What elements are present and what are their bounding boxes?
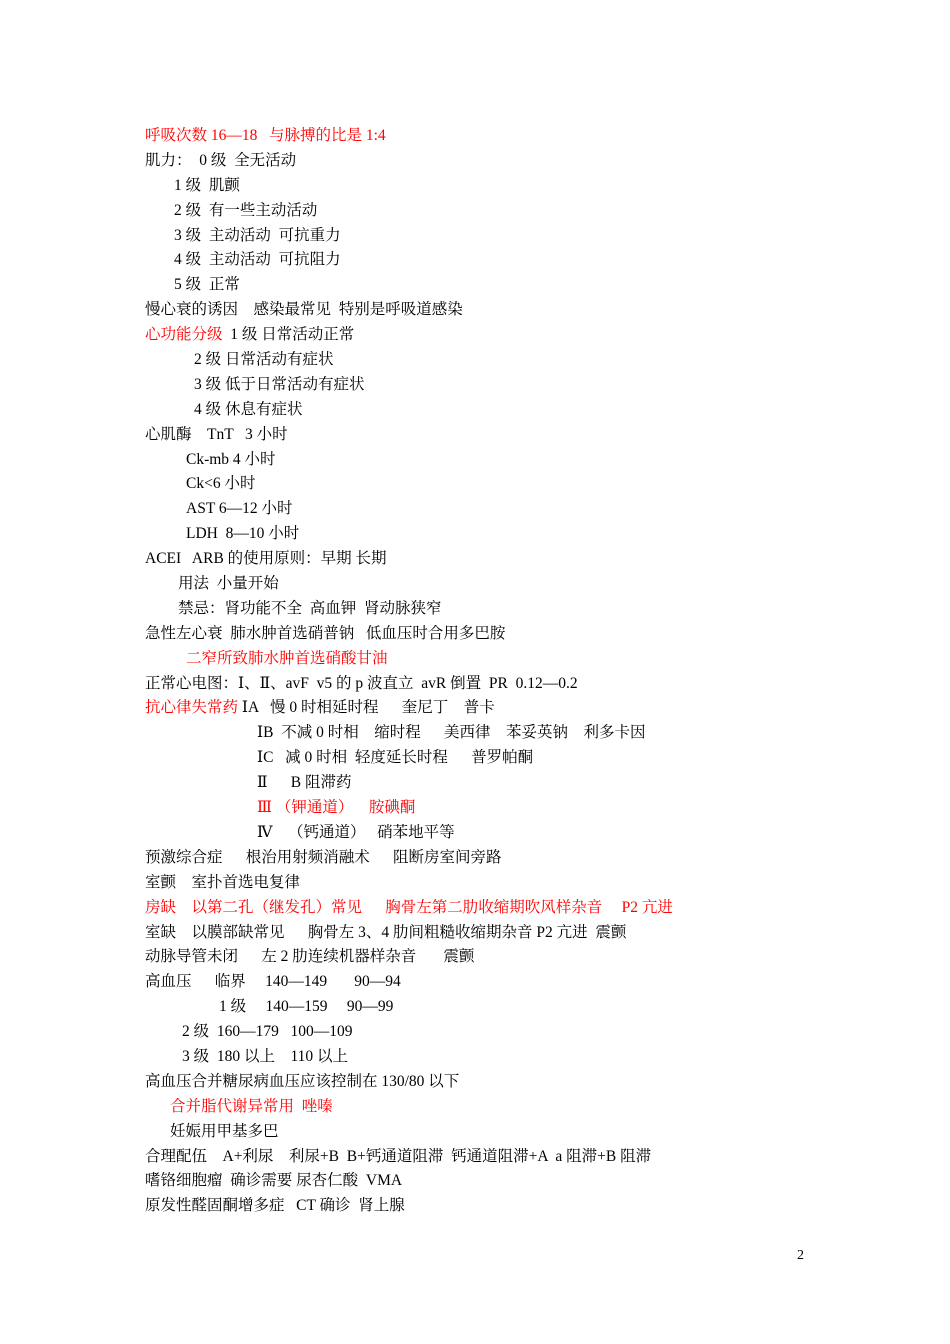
text-line <box>145 921 845 946</box>
text-line <box>145 995 845 1020</box>
text-line <box>145 323 845 348</box>
text-line <box>145 647 845 672</box>
line-text: 嗜铬细胞瘤 确诊需要 尿杏仁酸 VMA <box>145 1172 403 1190</box>
text-line <box>145 1120 845 1145</box>
line-text: 高血压合并糖尿病血压应该控制在 130/80 以下 <box>145 1072 460 1090</box>
text-line <box>145 124 845 149</box>
line-text: ⅠA 慢 0 时相延时程 奎尼丁 普卡 <box>238 699 495 717</box>
text-line <box>145 1194 845 1219</box>
text-line <box>145 497 845 522</box>
line-text: 肌力： 0 级 全无活动 <box>145 151 297 169</box>
highlighted-text: 房缺 以第二孔（继发孔）常见 胸骨左第二肋收缩期吹风样杂音 P2 亢进 <box>145 898 673 916</box>
highlighted-text: 合并脂代谢异常用 唑嗪 <box>170 1097 333 1115</box>
text-line <box>145 821 845 846</box>
text-line <box>145 423 845 448</box>
text-line <box>145 174 845 199</box>
text-line <box>145 298 845 323</box>
line-text: 合理配伍 A+利尿 利尿+B B+钙通道阻滞 钙通道阻滞+A a 阻滞+B 阻滞 <box>145 1147 652 1165</box>
line-text: 心肌酶 TnT 3 小时 <box>145 425 288 443</box>
text-line <box>145 1145 845 1170</box>
line-text: 室缺 以膜部缺常见 胸骨左 3、4 肋间粗糙收缩期杂音 P2 亢进 震颤 <box>145 923 627 941</box>
highlighted-text: 二窄所致肺水肿首选硝酸甘油 <box>186 649 388 667</box>
line-text: 用法 小量开始 <box>178 575 279 593</box>
text-line <box>145 771 845 796</box>
highlighted-text: 心功能分级 <box>145 326 223 344</box>
text-line <box>145 224 845 249</box>
text-line <box>145 622 845 647</box>
line-text: Ck<6 小时 <box>186 475 256 493</box>
text-line <box>145 547 845 572</box>
line-text: 1 级 日常活动正常 <box>222 326 355 344</box>
text-line <box>145 871 845 896</box>
text-line <box>145 696 845 721</box>
text-line <box>145 572 845 597</box>
line-text: LDH 8—10 小时 <box>186 525 300 543</box>
line-text: 高血压 临界 140—149 90—94 <box>145 973 401 991</box>
line-text: 1 级 140—159 90—99 <box>219 998 394 1016</box>
text-line <box>145 373 845 398</box>
highlighted-text: Ⅲ （钾通道） 胺碘酮 <box>257 799 416 817</box>
highlighted-text: 呼吸次数 16—18 与脉搏的比是 1:4 <box>145 127 386 144</box>
text-line <box>145 672 845 697</box>
text-line <box>145 746 845 771</box>
line-text: 3 级 180 以上 110 以上 <box>182 1047 349 1065</box>
page-number: 2 <box>797 1248 804 1263</box>
line-text: 4 级 主动活动 可抗阻力 <box>174 251 341 269</box>
text-line <box>145 1169 845 1194</box>
text-line <box>145 597 845 622</box>
line-text: 2 级 160—179 100—109 <box>182 1023 353 1041</box>
line-text: 预激综合症 根治用射频消融术 阻断房室间旁路 <box>145 848 502 866</box>
text-line <box>145 1070 845 1095</box>
line-text: 室颤 室扑首选电复律 <box>145 873 301 891</box>
text-line <box>145 448 845 473</box>
text-line <box>145 896 845 921</box>
text-line <box>145 398 845 423</box>
text-line <box>145 199 845 224</box>
text-line <box>145 970 845 995</box>
text-line <box>145 522 845 547</box>
line-text: Ⅱ B 阻滞药 <box>257 774 352 792</box>
line-text: Ⅳ （钙通道） 硝苯地平等 <box>257 823 455 841</box>
line-text: 正常心电图：Ⅰ、Ⅱ、avF v5 的 p 波直立 avR 倒置 PR 0.12—0.2 <box>145 674 578 692</box>
text-line <box>145 1095 845 1120</box>
text-line <box>145 149 845 174</box>
text-line <box>145 721 845 746</box>
highlighted-text: 抗心律失常药 <box>145 699 239 717</box>
line-text: 动脉导管未闭 左 2 肋连续机器样杂音 震颤 <box>145 948 475 966</box>
text-line <box>145 472 845 497</box>
text-line <box>145 1020 845 1045</box>
line-text: AST 6—12 小时 <box>186 500 293 518</box>
line-text: 1 级 肌颤 <box>174 176 240 194</box>
line-text: 4 级 休息有症状 <box>194 400 303 418</box>
line-text: 慢心衰的诱因 感染最常见 特别是呼吸道感染 <box>145 301 463 319</box>
text-line <box>145 248 845 273</box>
line-text: 3 级 低于日常活动有症状 <box>194 375 365 393</box>
text-line <box>145 846 845 871</box>
text-line <box>145 348 845 373</box>
line-text: Ck-mb 4 小时 <box>186 450 276 468</box>
document-body <box>145 124 845 1219</box>
line-text: ⅠC 减 0 时相 轻度延长时程 普罗帕酮 <box>257 749 534 767</box>
line-text: 5 级 正常 <box>174 276 240 294</box>
line-text: 妊娠用甲基多巴 <box>170 1122 279 1140</box>
line-text: ACEI ARB 的使用原则：早期 长期 <box>145 550 387 568</box>
line-text: 原发性醛固酮增多症 CT 确诊 肾上腺 <box>145 1197 405 1215</box>
line-text: 3 级 主动活动 可抗重力 <box>174 226 341 244</box>
text-line <box>145 945 845 970</box>
text-line <box>145 796 845 821</box>
line-text: ⅠB 不减 0 时相 缩时程 美西律 苯妥英钠 利多卡因 <box>257 724 646 742</box>
line-text: 禁忌：肾功能不全 高血钾 肾动脉狭窄 <box>178 599 442 617</box>
text-line <box>145 1045 845 1070</box>
line-text: 2 级 日常活动有症状 <box>194 351 334 369</box>
line-text: 急性左心衰 肺水肿首选硝普钠 低血压时合用多巴胺 <box>145 624 506 642</box>
text-line <box>145 273 845 298</box>
line-text: 2 级 有一些主动活动 <box>174 201 318 219</box>
